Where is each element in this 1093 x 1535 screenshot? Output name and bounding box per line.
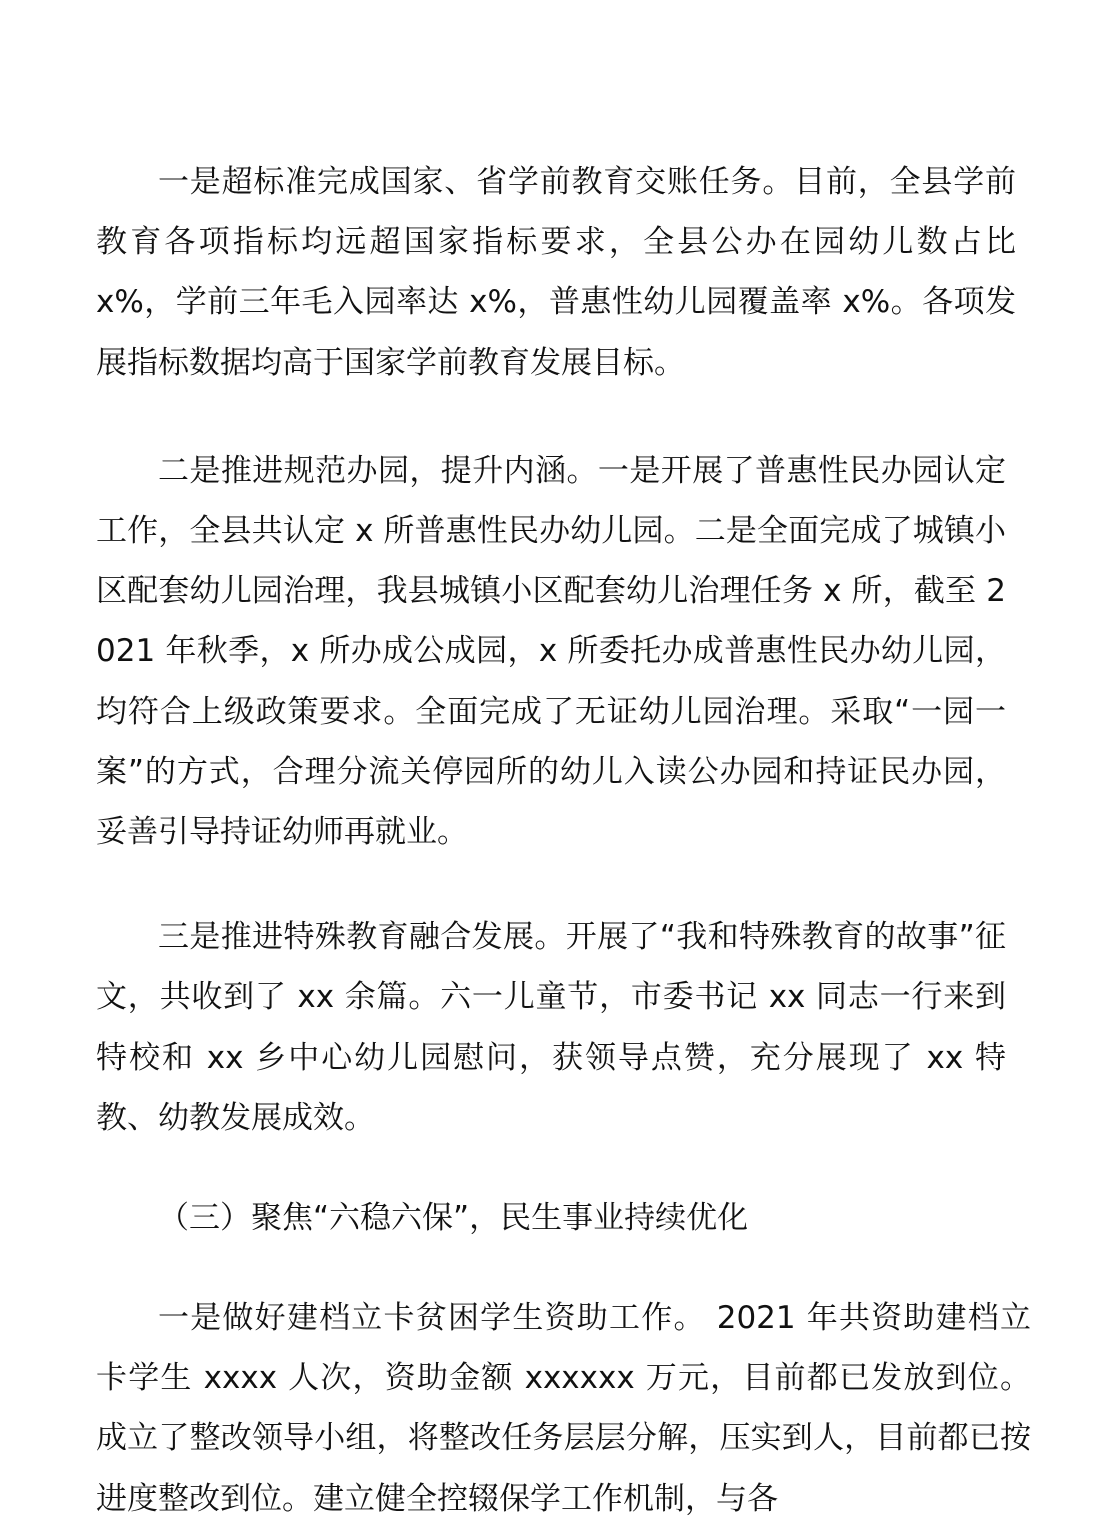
paragraph-preschool-targets: 一是超标准完成国家、省学前教育交账任务。目前，全县学前教育各项指标均远超国家指标要求，全县公办在园幼儿数占比 x%，学前三年毛入园率达 x%，普惠性幼儿园覆盖率 x%。各项发展指标数据均高于国家学前教育发展目标。 xyxy=(96,164,1016,381)
section-heading: （三）聚焦“六稳六保”，民生事业持续优化 xyxy=(158,1200,749,1237)
paragraph-student-aid: 一是做好建档立卡贫困学生资助工作。 2021 年共资助建档立卡学生 xxxx 人次，资助金额 xxxxxx 万元，目前都已发放到位。成立了整改领导小组，将整改任务层层分解，压实到人，目前都已按进度整改到位。建立健全控辍保学工作机制，与各 xyxy=(96,1300,1031,1517)
paragraph-special-education: 三是推进特殊教育融合发展。开展了“我和特殊教育的故事”征文，共收到了 xx 余篇。六一儿童节，市委书记 xx 同志一行来到特校和 xx 乡中心幼儿园慰问，获领导点赞，充分展现了 xx 特教、幼教发展成效。 xyxy=(96,919,1006,1136)
document-page xyxy=(96,152,1036,1529)
paragraph-standardized-kindergartens: 二是推进规范办园，提升内涵。一是开展了普惠性民办园认定工作，全县共认定 x 所普惠性民办幼儿园。二是全面完成了城镇小区配套幼儿园治理，我县城镇小区配套幼儿治理任务 x 所，截至 2021 年秋季，x 所办成公成园，x 所委托办成普惠性民办幼儿园，均符合上级政策要求。全面完成了无证幼儿园治理。采取“一园一案”的方式，合理分流关停园所的幼儿入读公办园和持证民办园，妥善引导持证幼师再就业。 xyxy=(96,452,1006,851)
